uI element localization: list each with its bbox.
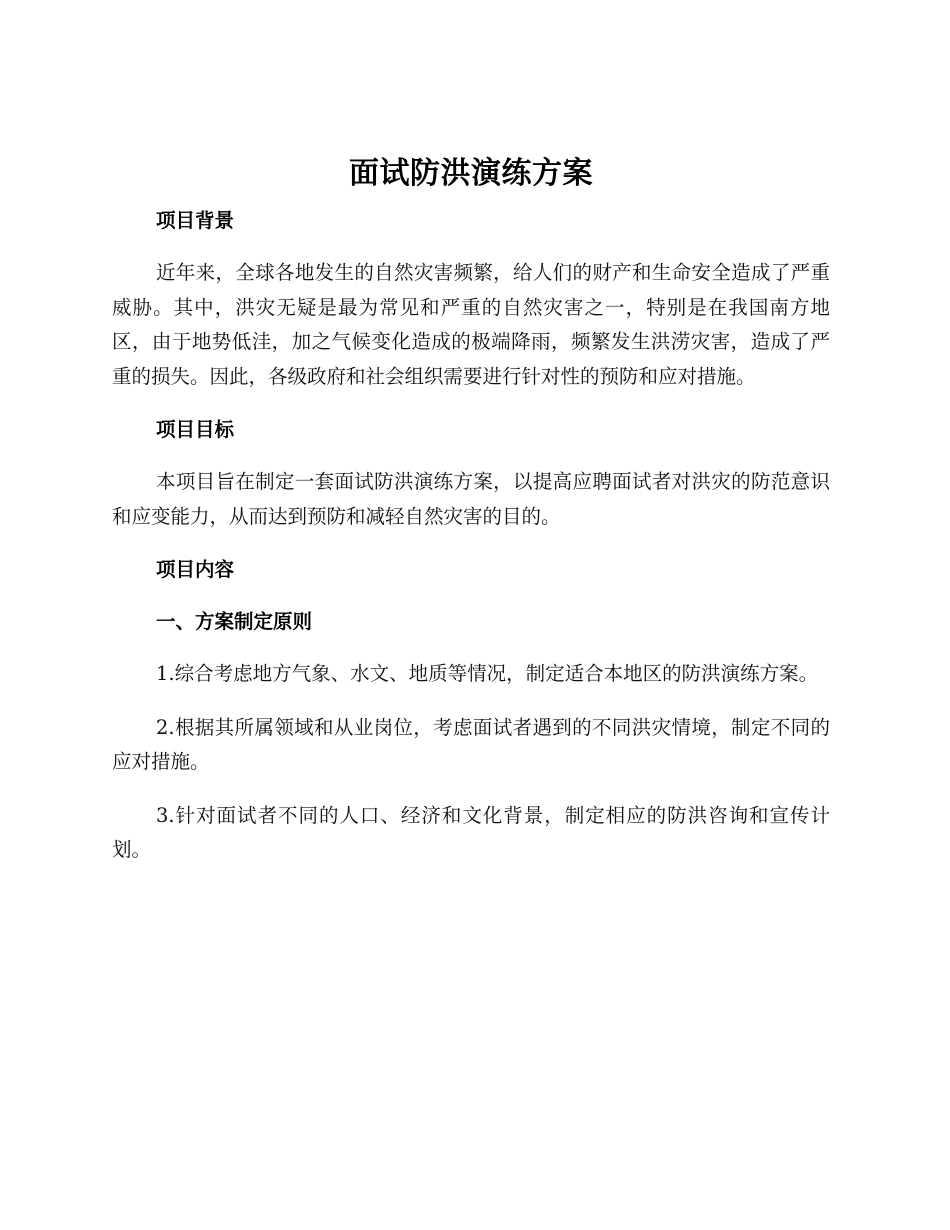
heading-goal: 项目目标 xyxy=(156,418,235,441)
heading-principles: 一、方案制定原则 xyxy=(156,610,313,633)
heading-background: 项目背景 xyxy=(156,209,235,232)
principle-item-2: 2.根据其所属领域和从业岗位，考虑面试者遇到的不同洪灾情境，制定不同的应对措施。 xyxy=(112,715,830,773)
heading-content: 项目内容 xyxy=(156,558,235,581)
document-page xyxy=(112,148,830,868)
principle-item-3: 3.针对面试者不同的人口、经济和文化背景，制定相应的防洪咨询和宣传计划。 xyxy=(112,803,830,861)
paragraph-background: 近年来，全球各地发生的自然灾害频繁，给人们的财产和生命安全造成了严重威胁。其中，洪灾无疑是最为常见和严重的自然灾害之一，特别是在我国南方地区，由于地势低洼，加之气候变化造成的极端降雨，频繁发生洪涝灾害，造成了严重的损失。因此，各级政府和社会组织需要进行针对性的预防和应对措施。 xyxy=(112,261,830,388)
document-title: 面试防洪演练方案 xyxy=(349,156,593,191)
paragraph-goal: 本项目旨在制定一套面试防洪演练方案，以提高应聘面试者对洪灾的防范意识和应变能力，从而达到预防和减轻自然灾害的目的。 xyxy=(112,470,830,528)
principle-item-1: 1.综合考虑地方气象、水文、地质等情况，制定适合本地区的防洪演练方案。 xyxy=(156,662,819,685)
